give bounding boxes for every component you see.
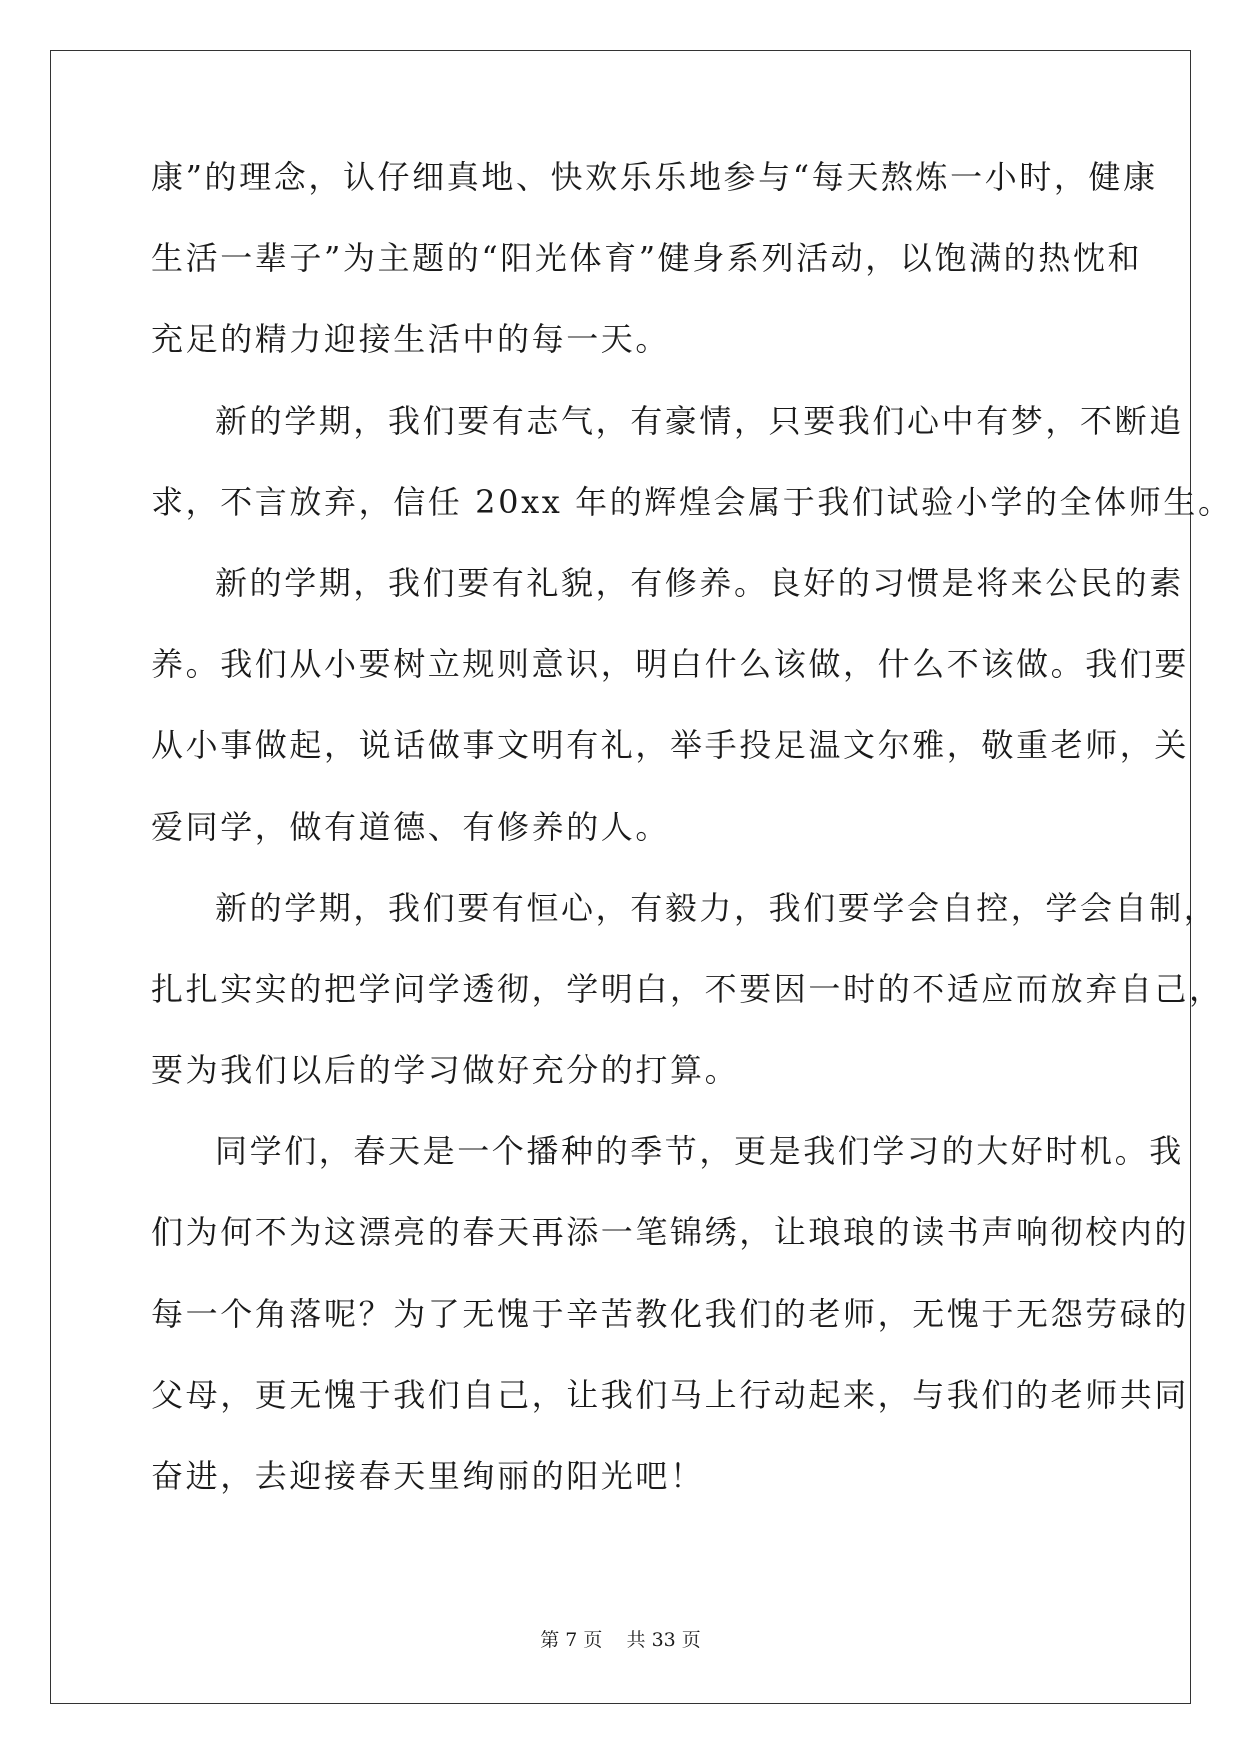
paragraph-5-line-4: 父母，更无愧于我们自己，让我们马上行动起来，与我们的老师共同 <box>151 1375 1190 1414</box>
page-number-label: 第 7 页 <box>540 1629 603 1651</box>
paragraph-4-line-2: 扎扎实实的把学问学透彻，学明白，不要因一时的不适应而放弃自己， <box>151 969 1224 1008</box>
paragraph-4-line-3: 要为我们以后的学习做好充分的打算。 <box>151 1051 740 1090</box>
paragraph-5-line-3: 每一个角落呢？为了无愧于辛苦教化我们的老师，无愧于无怨劳碌的 <box>151 1294 1190 1333</box>
document-body <box>151 157 1233 1537</box>
paragraph-2-line-2: 求，不言放弃，信任 20xx 年的辉煌会属于我们试验小学的全体师生。 <box>151 482 1233 521</box>
paragraph-2-line-1: 新的学期，我们要有志气，有豪情，只要我们心中有梦，不断追 <box>215 401 1184 440</box>
paragraph-3-line-2: 养。我们从小要树立规则意识，明白什么该做，什么不该做。我们要 <box>151 645 1190 684</box>
paragraph-5-line-2: 们为何不为这漂亮的春天再添一笔锦绣，让琅琅的读书声响彻校内的 <box>151 1213 1190 1252</box>
page-total-label: 共 33 页 <box>626 1629 701 1651</box>
paragraph-5-line-1: 同学们，春天是一个播种的季节，更是我们学习的大好时机。我 <box>215 1132 1184 1171</box>
paragraph-3-line-4: 爱同学，做有道德、有修养的人。 <box>151 807 671 846</box>
paragraph-4-line-1: 新的学期，我们要有恒心，有毅力，我们要学会自控，学会自制， <box>215 888 1219 927</box>
paragraph-5-line-5: 奋进，去迎接春天里绚丽的阳光吧！ <box>151 1457 705 1495</box>
paragraph-3-line-1: 新的学期，我们要有礼貌，有修养。良好的习惯是将来公民的素 <box>215 563 1184 602</box>
page-footer <box>0 1628 1241 1652</box>
paragraph-1-line-1: 康”的理念，认仔细真地、快欢乐乐地参与“每天熬炼一小时，健康 <box>151 158 1158 196</box>
paragraph-3-line-3: 从小事做起，说话做事文明有礼，举手投足温文尔雅，敬重老师，关 <box>151 726 1190 765</box>
paragraph-1-line-3: 充足的精力迎接生活中的每一天。 <box>151 320 671 359</box>
paragraph-1-line-2: 生活一辈子”为主题的“阳光体育”健身系列活动，以饱满的热忱和 <box>151 239 1143 278</box>
